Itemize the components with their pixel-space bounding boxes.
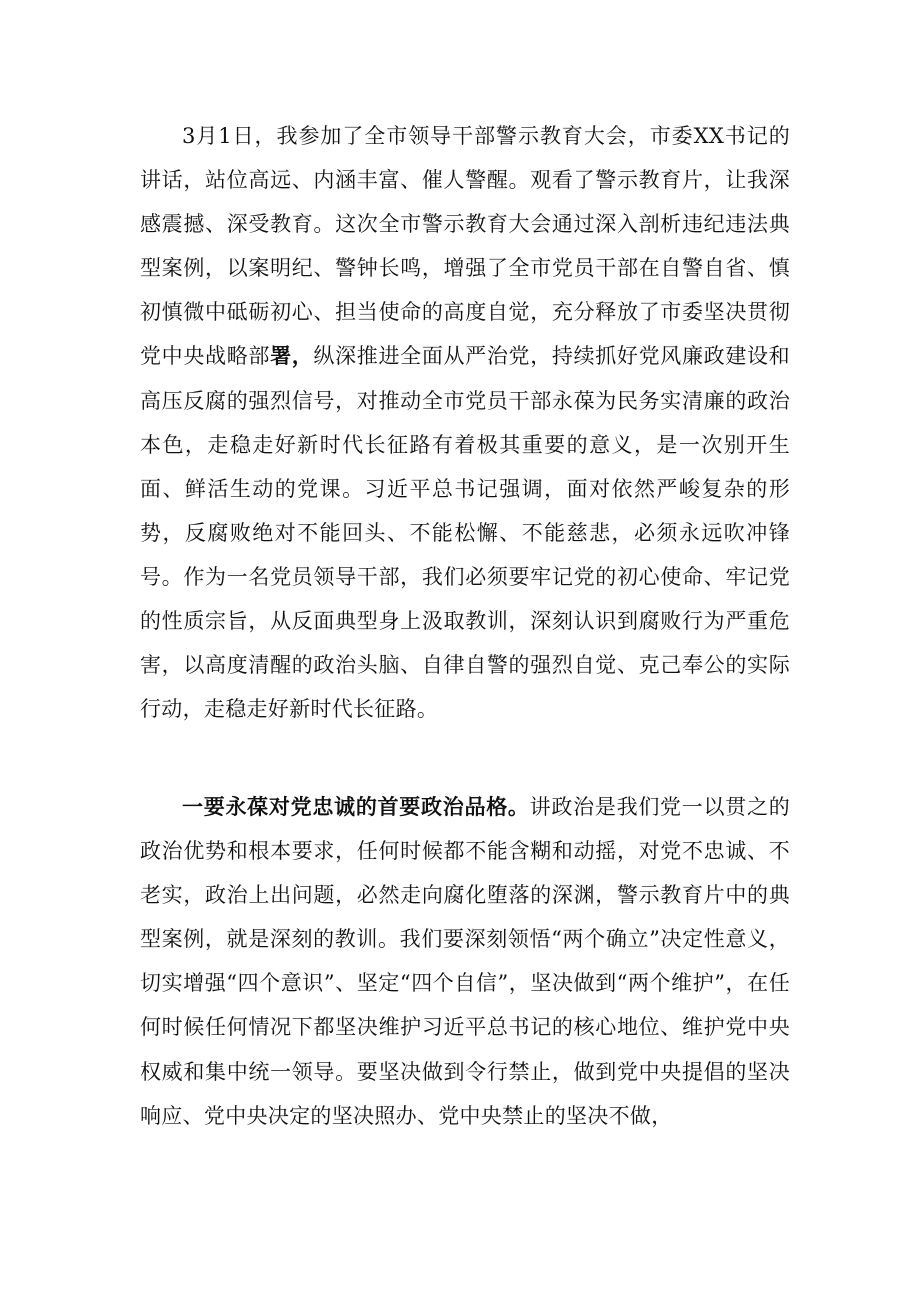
paragraph-intro-text-part1: 3月1日，我参加了全市领导干部警示教育大会，市委XX书记的讲话，站位高远、内涵丰富、催人警醒。观看了警示教育片，让我深感震撼、深受教育。这次全市警示教育大会通过深入剖析违纪违法典型案例，以案明纪、警钟长鸣，增强了全市党员干部在自警自省、慎初慎微中砥砺初心、担当使命的高度自觉，充分释放了市委坚决贯彻党中央战略部 — [140, 124, 790, 369]
section-one-heading: 一要永葆对党忠诚的首要政治品格。 — [182, 794, 530, 819]
paragraph-intro-text-part2: 纵深推进全面从严治党，持续抓好党风廉政建设和高压反腐的强烈信号，对推动全市党员干部永葆为民务实清廉的政治本色，走稳走好新时代长征路有着极其重要的意义，是一次别开生面、鲜活生动的党课。习近平总书记强调，面对依然严峻复杂的形势，反腐败绝对不能回头、不能松懈、不能慈悲，必须永远吹冲锋号。作为一名党员领导干部，我们必须要牢记党的初心使命、牢记党的性质宗旨，从反面典型身上汲取教训，深刻认识到腐败行为严重危害，以高度清醒的政治头脑、自律自警的强烈自觉、克己奉公的实际行动，走稳走好新时代长征路。 — [140, 344, 790, 722]
paragraph-intro — [140, 114, 790, 731]
paragraph-section-one — [140, 785, 790, 1138]
section-one-text: 讲政治是我们党一以贯之的政治优势和根本要求，任何时候都不能含糊和动摇，对党不忠诚、不老实，政治上出问题，必然走向腐化堕落的深渊，警示教育片中的典型案例，就是深刻的教训。我们要深刻领悟“两个确立”决定性意义，切实增强“四个意识”、坚定“四个自信”，坚决做到“两个维护”，在任何时候任何情况下都坚决维护习近平总书记的核心地位、维护党中央权威和集中统一领导。要坚决做到令行禁止，做到党中央提倡的坚决响应、党中央决定的坚决照办、党中央禁止的坚决不做， — [140, 795, 790, 1128]
paragraph-intro-bold-char: 署， — [270, 343, 314, 369]
